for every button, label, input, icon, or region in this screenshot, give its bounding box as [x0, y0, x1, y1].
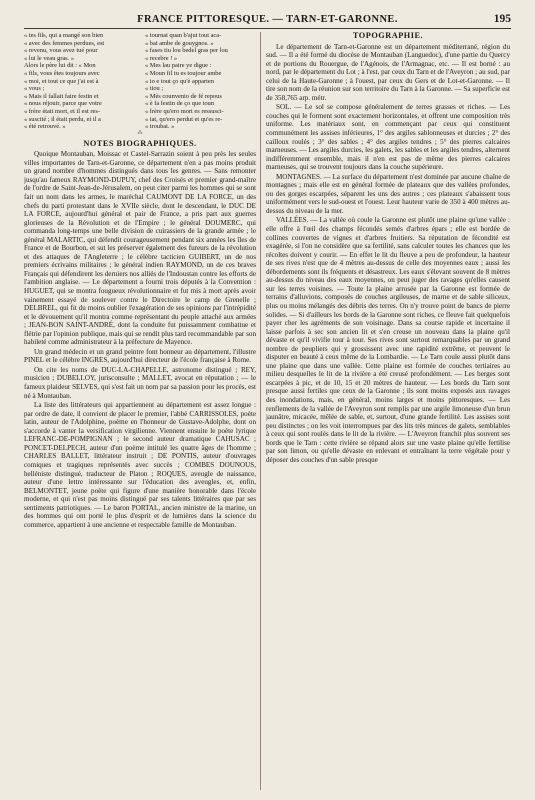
paragraph: Le département de Tarn-et-Garonne est un département méditerrané, région du sud. — Il a été formé du diocèse de Montauban (Languedoc), d'une partie du Quercy et de portions du Rouergue, de l'Agénois, de l'Armagnac, etc. — Il est borné : au nord, par le département du Lot ; à l'est, par ceux du Tarn et de l'Aveyron ; au sud, par celui de la Haute-Garonne ; à l'ouest, par ceux du Gers et de Lot-et-Garonne. — Il tire son nom de la réunion sur son territoire du Tarn à la Garonne. — Sa superficie est de 358,765 arp. métr. [266, 42, 510, 102]
parable-verse-block [24, 32, 256, 131]
page-number: 195 [493, 13, 511, 25]
verse-line: « tournat quan b'ajut tout aca- [145, 32, 222, 39]
paragraph-montagnes: MONTAGNES. — La surface du département n'est dominée par aucune chaîne de montagnes ; mais elle est en général formée de plateaux que des vallées profondes, ou des gorges escarpées, séparent les uns des autres ; ces plateaux s'abaissent tous uniformément vers le sud-ouest et l'ouest. Leur hauteur varie de 350 à 400 mètres au-dessus du niveau de la mer. [266, 172, 510, 215]
verse-line: « avec des femmes perdues, est [24, 39, 105, 47]
verse-line: « è fa festin de ço que toun [145, 100, 215, 108]
section-title-topographie: TOPOGRAPHIE. [352, 32, 424, 40]
paragraph-vallees: VALLÉES. — La vallée où coule la Garonne est plutôt une plaine qu'une vallée : elle offre à l'œil des champs fécondés semés d'arbres épars ; elle est bordée de collines couvertes de vignes et d'arbres fruitiers. Sa réputation de fécondité est exagérée, si l'on ne considère que sa fertilité, sans calculer toutes les chances que les récoltes doivent y courir. — En effet le lit du fleuve a peu de profondeur, la hauteur de ses rives n'est que de 4 mètres au-dessus de celle des moyennes eaux ; aussi les débordements sont ils fréquents et désastreux. Les eaux s'élevant souvent de 8 mètres au-dessus du niveau des eaux moyennes, on peut juger des ravages qu'elles causent sur les terres voisines. — Toute la plaine arrosée par la Garonne est formée de terrains d'alluvions, composés de couches argileuses, de marne et de sable siliceux, plus ou moins mélangés des débris des terres. On n'y trouve point de bancs de pierre solides. — Si d'ailleurs les bords de la Garonne sont riches, ce fleuve fait quelquefois payer cher les agréments de son voisinage. Dans sa course rapide et incertaine il laisse parfois à sec son ancien lit et s'en creuse un nouveau dans la plaine qu'il dévaste et qu'il vivifie tour à tour. Ses rives sont surtout remarquables par un grand nombre de peupliers qui y grossissent avec une rapidité extrême, et peuvent le disputer en beauté à ceux même de la Lombardie. — Le Tarn coule aussi plutôt dans une plaine que dans une vallée. Cette plaine est formée de couches tertiaires au milieu desquelles le lit de la rivière a été creusé profondément. — Les berges sont escarpées à pic, et de 10, 15 et 20 mètres de hauteur. — Les bords du Tarn sont presque aussi fertiles que ceux de la Garonne ; ils sont moins exposés aux ravages des inondations, mais, en général, moins larges et moins pittoresques. — Les renflements de la vallée de l'Aveyron sont remplis par une argile limoneuse d'un brun jaunâtre, micacée, mêlée de sable, et, surtout, d'une grande fertilité. Les assises sont peu distinctes ; on les voit interrompues par des lits très minces de galets, semblables à ceux qui sont roulés dans le lit de la rivière. — L'Aveyron franchit plus souvent ses bords que le Tarn : cette rivière se répand alors sur une vaste plaine qu'elle fertilise par son limon, ou qu'elle dévaste en enlevant et entraînant la terre végétale pour y déposer des couches d'un sable presque [266, 216, 510, 464]
verse-line: « recebre ! » [145, 54, 178, 62]
verse-patois [145, 32, 256, 131]
left-column [24, 32, 256, 792]
right-column [266, 32, 510, 792]
verse-line: « tes fils, qui a mangé son bien [24, 32, 104, 39]
verse-line: « nous réjouir, parce que votre [24, 100, 102, 108]
verse-line: « suscité ; il était perdu, et il a [24, 115, 101, 123]
verse-line: « Moun fil tu es toujour ambe [145, 69, 222, 77]
verse-line: « frère était mort, et il est res- [24, 107, 100, 115]
verse-line: « Mès counvenio de fé repous [145, 92, 222, 100]
verse-line: « été retrouvé. » [24, 123, 66, 131]
paragraph-sol: SOL. — Le sol se compose généralement de terres grasses et riches. — Les couches qui le forment sont exactement horizontales, et offrent une composition très uniforme. Les matériaux sont, en commençant par ceux qui constituent communément les assises inférieures, 1° des argiles sablonneuses et durcies ; 2° des cailloux roulés ; 3° des sables ; 4° des argiles tendres ; 5° des pierres calcaires marneuses. — Les argiles durcies, les galets, les sables et les argiles tendres, alternent indifféremment ensemble, mais il n'en est pas de même des pierres calcaires marneuses, qui se trouvent toujours dans la couche supérieure. [266, 103, 510, 172]
verse-line: « tiou ; [145, 85, 164, 93]
paragraph: On cite les noms de DUC-LA-CHAPELLE, astronome distingué ; REY, musicien ; DUBELLOY, jurisconsulte ; MALLET, avocat en réputation ; — le fameux plaideur SELVES, qui s'est fait un nom par sa passion pour les procès, est né à Montauban. [24, 365, 256, 400]
running-head: FRANCE PITTORESQUE. — TARN-ET-GARONNE. [137, 14, 398, 25]
verse-line: « Mes lau paire ye digue : [145, 62, 212, 70]
verse-line: « frère qu'ero mort es ressusci- [145, 107, 224, 115]
verse-line: « bat ambe de gouygnos. » [145, 39, 214, 47]
verse-line: « troubat. » [145, 123, 175, 131]
verse-line: « moi, et tout ce que j'ai est à [24, 77, 99, 85]
verse-line: « fases tiu lou bedel gras per lou [145, 47, 228, 55]
verse-line: « tat, qu'ero perdut et qu'es re- [145, 115, 223, 123]
verse-line: « revenu, vous avez tué pour [24, 47, 98, 55]
verse-line: « Mais il fallait faire festin et [24, 92, 99, 100]
section-title-biographies: NOTES BIOGRAPHIQUES. [83, 138, 197, 148]
verse-line: « io e tout ço qu'è apparten [145, 77, 214, 85]
verse-line: « vous ; [24, 85, 45, 93]
page-header [24, 14, 511, 29]
paragraph: Quoique Montauban, Moissac et Castel-Sarrazin soient à peu près les seules villes importantes de Tarn-et-Garonne, ce département n'en a pas moins produit un grand nombre d'hommes distingués dans tous les genres. — Sans remonter jusqu'au fameux RAYMOND-DUPUY, chef des Croisés et premier grand-maître de l'ordre de Saint-Jean-de-Jérusalem, on peut citer parmi les hommes qui se sont fait un nom dans les armes, le maréchal CAUMONT DE LA FORCE, un des chefs du parti protestant dans le XVIIe siècle, dont le descendant, le DUC DE LA FORCE, aujourd'hui général et pair de France, a pris part aux guerres glorieuses de la Révolution et de l'Empire ; le général DOUMERC, qui commanda long-temps une belle division de cuirassiers de la grande armée ; le général MALARTIC, qui défendit courageusement pendant six années les îles de France et de Bourbon, et sut les préserver également des fureurs de la révolution et des attaques de l'Angleterre ; le célèbre tacticien GUIBERT, un de nos premiers écrivains militaires ; le général indien RAYMOND, un de ces braves Français qui défendirent les derniers nos alliés de l'Indoustan contre les efforts de l'ambition anglaise. — Le département a fourni trois députés à la Convention : HUGUET, qui se montra fougueux révolutionnaire et fut mis à mort après avoir vainement essayé de soulever contre le Directoire le camp de Grenelle ; DELBREL, qui fit du moins oublier l'exagération de ses opinions par l'intrépidité et le dévouement qu'il montra comme représentant du peuple attaché aux armées ; JEAN-BON SAINT-ANDRÉ, dont la conduite fut puissamment combattue et flétrie par l'opinion publique, mais qui se rendit plus tard recommandable par son habileté comme administrateur à la préfecture de Mayence. [24, 150, 256, 347]
verse-line: « fils, vous êtes toujours avec [24, 69, 100, 77]
verse-line: Alors le père lui dit : « Mon [24, 62, 96, 70]
paragraph: Un grand médecin et un grand peintre font honneur au département, l'illustre PINEL et le célèbre INGRES, aujourd'hui directeur de l'école française à Rome. [24, 347, 256, 365]
paragraph: La liste des littérateurs qui appartiennent au département est assez longue : par ordre de date, il convient de placer le premier, l'abbé CARRISSOLES, poète latin, auteur de l'Adolphine, poème en l'honneur de Gustave-Adolphe, dont on s'accorde à vanter la versification virgilienne. Viennent ensuite le poète lyrique LEFRANC-DE-POMPIGNAN ; le second auteur dramatique CAHUSAC ; PONCET-DELPECH, auteur d'un poème intitulé les quatre âges de l'homme ; CHARLES BALLET, littérateur instruit ; DE PONTIS, auteur d'ouvrages comiques et tragiques représentés avec succès ; COMBES DOUNOUS, helléniste distingué, traducteur de Platon ; ROQUES, aveugle de naissance, auteur d'une lettre intéressante sur l'éducation des aveugles, et, enfin, BELMONTET, jeune poète qui figure d'une manière honorable dans l'école moderne, et qui n'est pas moins distingué par ses talents littéraires que par ses sentiments patriotiques. — Le baron PORTAL, ancien ministre de la marine, un des hommes qui ont porté le plus d'esprit et de lumières dans la science du commerce, appartient à une ancienne et respectable famille de Montauban. [24, 401, 256, 529]
verse-french [24, 32, 135, 131]
section-ornament: ⁂ [137, 130, 143, 136]
verse-line: « lui le veau gras. » [24, 54, 75, 62]
column-divider [260, 32, 261, 790]
